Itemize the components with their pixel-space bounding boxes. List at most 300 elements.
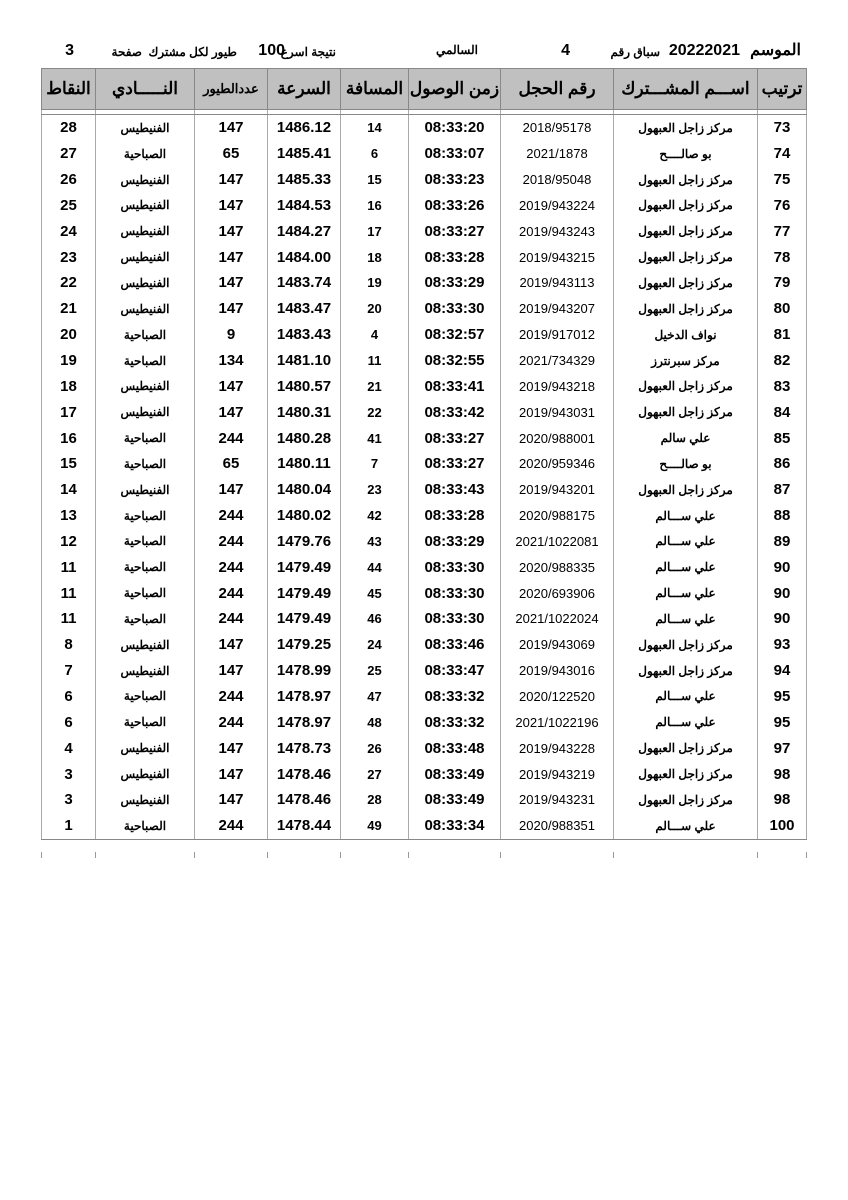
header-row	[42, 69, 807, 110]
cell-name: مركز زاجل العبهول	[614, 735, 758, 761]
cell-speed: 1484.53	[268, 193, 341, 219]
cell-name: علي ســـالم	[614, 684, 758, 710]
cell-name: نواف الدخيل	[614, 322, 758, 348]
cell-arrival: 08:32:55	[409, 348, 501, 374]
cell-rank: 95	[758, 684, 807, 710]
cell-name: مركز زاجل العبهول	[614, 761, 758, 787]
table-row	[42, 709, 807, 735]
cell-arrival: 08:33:28	[409, 503, 501, 529]
cell-ring: 2021/734329	[501, 348, 614, 374]
col-arrival: زمن الوصول	[409, 69, 501, 110]
cell-points: 13	[42, 503, 96, 529]
cell-name: مركز زاجل العبهول	[614, 218, 758, 244]
col-rank: ترتيب	[758, 69, 807, 110]
cell-club: الصباحية	[96, 813, 195, 839]
cell-arrival: 08:33:29	[409, 270, 501, 296]
cell-distance: 19	[341, 270, 409, 296]
cell-ring: 2019/943207	[501, 296, 614, 322]
cell-points: 3	[42, 761, 96, 787]
cell-arrival: 08:33:26	[409, 193, 501, 219]
cell-rank: 73	[758, 115, 807, 141]
cell-arrival: 08:33:07	[409, 141, 501, 167]
table-row	[42, 322, 807, 348]
table-row	[42, 580, 807, 606]
cell-name: مركز زاجل العبهول	[614, 115, 758, 141]
cell-ring: 2019/943219	[501, 761, 614, 787]
table-row	[42, 167, 807, 193]
cell-points: 11	[42, 554, 96, 580]
cell-arrival: 08:33:41	[409, 373, 501, 399]
cell-birds: 134	[195, 348, 268, 374]
cell-arrival: 08:33:30	[409, 554, 501, 580]
cell-distance: 41	[341, 425, 409, 451]
table-row	[42, 193, 807, 219]
cell-birds: 9	[195, 322, 268, 348]
cell-birds: 244	[195, 425, 268, 451]
cell-arrival: 08:33:27	[409, 451, 501, 477]
cell-rank: 78	[758, 244, 807, 270]
cell-arrival: 08:32:57	[409, 322, 501, 348]
cell-points: 21	[42, 296, 96, 322]
cell-birds: 147	[195, 193, 268, 219]
cell-points: 6	[42, 684, 96, 710]
cell-points: 27	[42, 141, 96, 167]
table-row	[42, 554, 807, 580]
page-label: صفحة	[111, 45, 142, 59]
cell-club: الصباحية	[96, 141, 195, 167]
cell-arrival: 08:33:32	[409, 684, 501, 710]
col-distance: المسافة	[341, 69, 409, 110]
cell-name: علي ســـالم	[614, 580, 758, 606]
cell-club: الصباحية	[96, 503, 195, 529]
cell-club: الصباحية	[96, 425, 195, 451]
cell-ring: 2019/943224	[501, 193, 614, 219]
cell-birds: 147	[195, 296, 268, 322]
cell-birds: 244	[195, 529, 268, 555]
cell-speed: 1478.97	[268, 709, 341, 735]
cell-arrival: 08:33:48	[409, 735, 501, 761]
cell-name: مركز زاجل العبهول	[614, 787, 758, 813]
page-number: 3	[65, 42, 74, 59]
table-row	[42, 373, 807, 399]
col-ring: رقم الحجل	[501, 69, 614, 110]
column-tick-mark	[408, 852, 409, 858]
cell-rank: 95	[758, 709, 807, 735]
cell-rank: 79	[758, 270, 807, 296]
cell-speed: 1478.46	[268, 787, 341, 813]
cell-ring: 2021/1878	[501, 141, 614, 167]
cell-ring: 2019/943069	[501, 632, 614, 658]
cell-ring: 2018/95178	[501, 115, 614, 141]
cell-arrival: 08:33:30	[409, 580, 501, 606]
cell-birds: 244	[195, 709, 268, 735]
cell-distance: 21	[341, 373, 409, 399]
table-row	[42, 503, 807, 529]
cell-ring: 2019/943231	[501, 787, 614, 813]
cell-club: الفنيطيس	[96, 296, 195, 322]
cell-speed: 1481.10	[268, 348, 341, 374]
cell-birds: 244	[195, 503, 268, 529]
cell-birds: 244	[195, 813, 268, 839]
cell-speed: 1480.31	[268, 399, 341, 425]
cell-birds: 244	[195, 580, 268, 606]
cell-rank: 100	[758, 813, 807, 839]
table-row	[42, 115, 807, 141]
cell-rank: 87	[758, 477, 807, 503]
cell-speed: 1478.44	[268, 813, 341, 839]
cell-points: 22	[42, 270, 96, 296]
column-tick-mark	[500, 852, 501, 858]
cell-speed: 1479.49	[268, 554, 341, 580]
table-row	[42, 348, 807, 374]
cell-points: 23	[42, 244, 96, 270]
table-row	[42, 296, 807, 322]
cell-ring: 2019/943113	[501, 270, 614, 296]
cell-points: 8	[42, 632, 96, 658]
table-row	[42, 761, 807, 787]
cell-points: 25	[42, 193, 96, 219]
cell-name: بو صالــــح	[614, 451, 758, 477]
cell-ring: 2021/1022081	[501, 529, 614, 555]
cell-arrival: 08:33:49	[409, 787, 501, 813]
cell-points: 28	[42, 115, 96, 141]
cell-distance: 7	[341, 451, 409, 477]
cell-club: الفنيطيس	[96, 193, 195, 219]
cell-rank: 75	[758, 167, 807, 193]
cell-rank: 94	[758, 658, 807, 684]
cell-ring: 2020/988335	[501, 554, 614, 580]
cell-club: الصباحية	[96, 348, 195, 374]
cell-points: 12	[42, 529, 96, 555]
cell-birds: 147	[195, 735, 268, 761]
table-row	[42, 244, 807, 270]
cell-distance: 18	[341, 244, 409, 270]
table-row	[42, 399, 807, 425]
cell-points: 26	[42, 167, 96, 193]
table-row	[42, 425, 807, 451]
cell-birds: 65	[195, 141, 268, 167]
cell-points: 6	[42, 709, 96, 735]
birds-label: طيور لكل مشترك	[148, 45, 237, 59]
col-speed: السرعة	[268, 69, 341, 110]
cell-distance: 49	[341, 813, 409, 839]
result-label: نتيجة اسرع	[280, 45, 336, 59]
cell-name: مركز زاجل العبهول	[614, 296, 758, 322]
column-tick-mark	[95, 852, 96, 858]
cell-ring: 2019/943031	[501, 399, 614, 425]
cell-club: الصباحية	[96, 606, 195, 632]
cell-rank: 74	[758, 141, 807, 167]
cell-name: بو صالــــح	[614, 141, 758, 167]
cell-name: علي سالم	[614, 425, 758, 451]
cell-points: 20	[42, 322, 96, 348]
cell-ring: 2019/943215	[501, 244, 614, 270]
cell-club: الفنيطيس	[96, 477, 195, 503]
column-tick-mark	[757, 852, 758, 858]
cell-points: 24	[42, 218, 96, 244]
cell-speed: 1484.27	[268, 218, 341, 244]
cell-rank: 76	[758, 193, 807, 219]
cell-arrival: 08:33:29	[409, 529, 501, 555]
cell-distance: 25	[341, 658, 409, 684]
cell-rank: 93	[758, 632, 807, 658]
cell-name: علي ســـالم	[614, 529, 758, 555]
cell-arrival: 08:33:47	[409, 658, 501, 684]
cell-distance: 4	[341, 322, 409, 348]
cell-points: 7	[42, 658, 96, 684]
cell-speed: 1483.47	[268, 296, 341, 322]
column-tick-mark	[340, 852, 341, 858]
cell-distance: 46	[341, 606, 409, 632]
cell-name: علي ســـالم	[614, 813, 758, 839]
cell-birds: 147	[195, 244, 268, 270]
column-tick-mark	[267, 852, 268, 858]
cell-rank: 83	[758, 373, 807, 399]
cell-speed: 1479.25	[268, 632, 341, 658]
cell-club: الفنيطيس	[96, 270, 195, 296]
cell-speed: 1480.57	[268, 373, 341, 399]
cell-speed: 1483.43	[268, 322, 341, 348]
cell-birds: 147	[195, 787, 268, 813]
cell-arrival: 08:33:32	[409, 709, 501, 735]
cell-ring: 2020/988001	[501, 425, 614, 451]
cell-points: 16	[42, 425, 96, 451]
cell-club: الصباحية	[96, 709, 195, 735]
cell-name: مركز زاجل العبهول	[614, 632, 758, 658]
cell-points: 11	[42, 606, 96, 632]
cell-birds: 147	[195, 399, 268, 425]
cell-points: 4	[42, 735, 96, 761]
cell-speed: 1478.46	[268, 761, 341, 787]
cell-arrival: 08:33:49	[409, 761, 501, 787]
table-row	[42, 735, 807, 761]
cell-speed: 1478.99	[268, 658, 341, 684]
cell-birds: 147	[195, 761, 268, 787]
table-row	[42, 270, 807, 296]
cell-club: الفنيطيس	[96, 115, 195, 141]
cell-ring: 2019/917012	[501, 322, 614, 348]
cell-distance: 43	[341, 529, 409, 555]
cell-ring: 2019/943218	[501, 373, 614, 399]
cell-name: مركز زاجل العبهول	[614, 399, 758, 425]
column-tick-mark	[41, 852, 42, 858]
cell-distance: 27	[341, 761, 409, 787]
cell-arrival: 08:33:28	[409, 244, 501, 270]
cell-club: الفنيطيس	[96, 735, 195, 761]
cell-distance: 17	[341, 218, 409, 244]
cell-name: مركز زاجل العبهول	[614, 373, 758, 399]
cell-speed: 1480.02	[268, 503, 341, 529]
col-club: النـــــادي	[96, 69, 195, 110]
column-tick-mark	[194, 852, 195, 858]
cell-distance: 14	[341, 115, 409, 141]
cell-points: 19	[42, 348, 96, 374]
results-table	[41, 68, 807, 840]
cell-birds: 147	[195, 632, 268, 658]
cell-distance: 28	[341, 787, 409, 813]
cell-name: علي ســـالم	[614, 606, 758, 632]
column-tick-mark	[613, 852, 614, 858]
table-row	[42, 813, 807, 839]
cell-club: الفنيطيس	[96, 787, 195, 813]
cell-arrival: 08:33:43	[409, 477, 501, 503]
cell-rank: 98	[758, 761, 807, 787]
cell-distance: 47	[341, 684, 409, 710]
location: السالمي	[436, 43, 478, 57]
cell-ring: 2019/943016	[501, 658, 614, 684]
cell-club: الصباحية	[96, 451, 195, 477]
cell-arrival: 08:33:23	[409, 167, 501, 193]
cell-ring: 2020/988351	[501, 813, 614, 839]
cell-rank: 77	[758, 218, 807, 244]
table-row	[42, 451, 807, 477]
cell-ring: 2021/1022024	[501, 606, 614, 632]
season-value: 20222021	[668, 42, 740, 59]
cell-points: 3	[42, 787, 96, 813]
cell-points: 14	[42, 477, 96, 503]
cell-distance: 22	[341, 399, 409, 425]
birds-count: 100	[258, 42, 285, 59]
cell-club: الفنيطيس	[96, 761, 195, 787]
cell-distance: 44	[341, 554, 409, 580]
cell-club: الفنيطيس	[96, 632, 195, 658]
cell-club: الصباحية	[96, 684, 195, 710]
cell-club: الصباحية	[96, 554, 195, 580]
cell-distance: 26	[341, 735, 409, 761]
table-row	[42, 529, 807, 555]
race-label: سباق رقم	[610, 45, 660, 59]
cell-distance: 48	[341, 709, 409, 735]
col-name: اســـم المشـــترك	[614, 69, 758, 110]
cell-ring: 2019/943228	[501, 735, 614, 761]
cell-name: مركز زاجل العبهول	[614, 244, 758, 270]
cell-name: مركز سبرنترز	[614, 348, 758, 374]
cell-points: 15	[42, 451, 96, 477]
cell-name: مركز زاجل العبهول	[614, 270, 758, 296]
cell-ring: 2020/122520	[501, 684, 614, 710]
cell-name: مركز زاجل العبهول	[614, 658, 758, 684]
cell-rank: 98	[758, 787, 807, 813]
cell-arrival: 08:33:27	[409, 218, 501, 244]
table-row	[42, 218, 807, 244]
cell-ring: 2019/943243	[501, 218, 614, 244]
cell-club: الصباحية	[96, 580, 195, 606]
cell-birds: 147	[195, 270, 268, 296]
cell-speed: 1480.04	[268, 477, 341, 503]
cell-speed: 1484.00	[268, 244, 341, 270]
cell-points: 18	[42, 373, 96, 399]
cell-speed: 1478.73	[268, 735, 341, 761]
cell-rank: 90	[758, 606, 807, 632]
cell-speed: 1479.49	[268, 580, 341, 606]
col-points: النقاط	[42, 69, 96, 110]
cell-arrival: 08:33:42	[409, 399, 501, 425]
cell-rank: 89	[758, 529, 807, 555]
cell-arrival: 08:33:30	[409, 606, 501, 632]
cell-rank: 84	[758, 399, 807, 425]
cell-club: الفنيطيس	[96, 244, 195, 270]
cell-arrival: 08:33:27	[409, 425, 501, 451]
cell-rank: 88	[758, 503, 807, 529]
cell-rank: 82	[758, 348, 807, 374]
cell-distance: 6	[341, 141, 409, 167]
cell-birds: 244	[195, 554, 268, 580]
cell-birds: 147	[195, 658, 268, 684]
cell-birds: 244	[195, 684, 268, 710]
cell-name: مركز زاجل العبهول	[614, 167, 758, 193]
cell-points: 11	[42, 580, 96, 606]
cell-distance: 45	[341, 580, 409, 606]
cell-birds: 147	[195, 218, 268, 244]
cell-rank: 90	[758, 580, 807, 606]
table-row	[42, 684, 807, 710]
cell-club: الصباحية	[96, 529, 195, 555]
cell-speed: 1479.76	[268, 529, 341, 555]
column-tick-mark	[806, 852, 807, 858]
cell-rank: 80	[758, 296, 807, 322]
cell-birds: 147	[195, 115, 268, 141]
cell-distance: 20	[341, 296, 409, 322]
cell-birds: 147	[195, 477, 268, 503]
cell-name: مركز زاجل العبهول	[614, 477, 758, 503]
cell-club: الفنيطيس	[96, 218, 195, 244]
cell-club: الفنيطيس	[96, 167, 195, 193]
cell-rank: 97	[758, 735, 807, 761]
cell-speed: 1480.11	[268, 451, 341, 477]
season-label: الموسم	[750, 42, 801, 59]
cell-speed: 1478.97	[268, 684, 341, 710]
cell-speed: 1479.49	[268, 606, 341, 632]
race-number: 4	[561, 42, 570, 59]
table-row	[42, 632, 807, 658]
cell-ring: 2020/693906	[501, 580, 614, 606]
cell-arrival: 08:33:34	[409, 813, 501, 839]
cell-distance: 16	[341, 193, 409, 219]
cell-club: الفنيطيس	[96, 658, 195, 684]
cell-ring: 2018/95048	[501, 167, 614, 193]
cell-name: علي ســـالم	[614, 709, 758, 735]
cell-speed: 1485.33	[268, 167, 341, 193]
cell-name: علي ســـالم	[614, 554, 758, 580]
cell-name: مركز زاجل العبهول	[614, 193, 758, 219]
cell-arrival: 08:33:20	[409, 115, 501, 141]
table-row	[42, 141, 807, 167]
cell-arrival: 08:33:46	[409, 632, 501, 658]
cell-rank: 81	[758, 322, 807, 348]
cell-ring: 2021/1022196	[501, 709, 614, 735]
cell-distance: 24	[341, 632, 409, 658]
cell-ring: 2020/959346	[501, 451, 614, 477]
cell-distance: 23	[341, 477, 409, 503]
cell-distance: 11	[341, 348, 409, 374]
cell-distance: 15	[341, 167, 409, 193]
cell-rank: 90	[758, 554, 807, 580]
cell-arrival: 08:33:30	[409, 296, 501, 322]
cell-points: 17	[42, 399, 96, 425]
cell-club: الصباحية	[96, 322, 195, 348]
table-row	[42, 658, 807, 684]
cell-speed: 1483.74	[268, 270, 341, 296]
cell-speed: 1480.28	[268, 425, 341, 451]
cell-rank: 85	[758, 425, 807, 451]
cell-birds: 244	[195, 606, 268, 632]
cell-ring: 2020/988175	[501, 503, 614, 529]
cell-points: 1	[42, 813, 96, 839]
cell-birds: 65	[195, 451, 268, 477]
cell-birds: 147	[195, 373, 268, 399]
cell-speed: 1485.41	[268, 141, 341, 167]
cell-rank: 86	[758, 451, 807, 477]
